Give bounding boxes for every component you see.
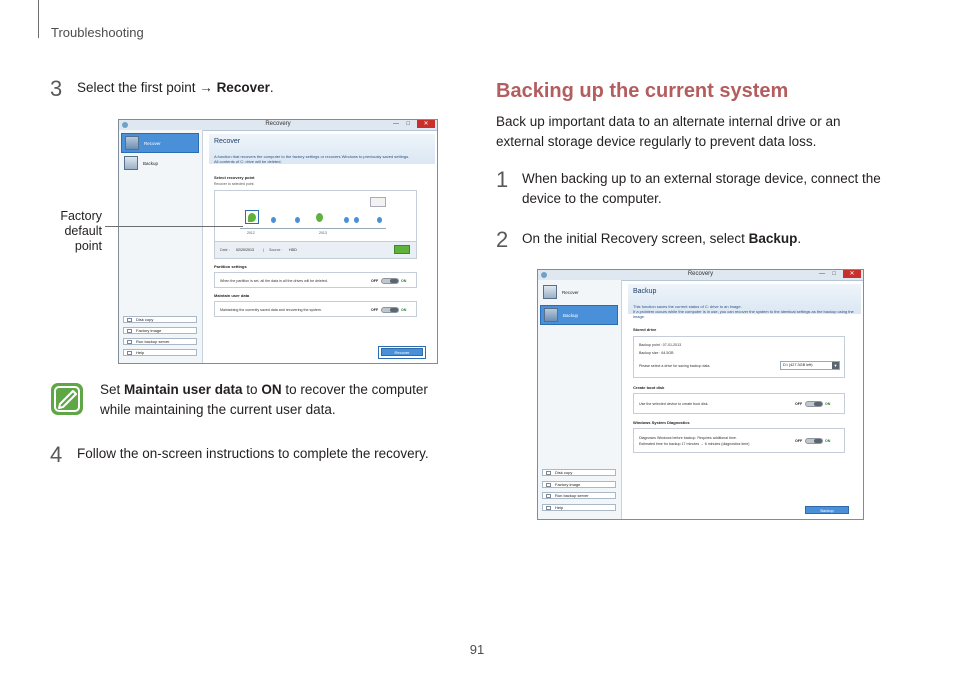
factory-image-button[interactable]: Factory image: [542, 481, 616, 488]
main-title: Recover: [214, 138, 241, 145]
close-icon[interactable]: ✕: [417, 120, 435, 128]
section-stored-drive: Stored drive: [633, 327, 657, 332]
chevron-down-icon[interactable]: ▼: [833, 363, 838, 368]
run-backup-server-button[interactable]: Run backup server: [542, 492, 616, 499]
main-description: [214, 154, 431, 164]
recover-icon: [543, 285, 557, 299]
note-text-bold: ON: [261, 382, 282, 397]
toggle-off-label: OFF: [371, 308, 379, 312]
step-text: Follow the on-screen instructions to complete the recovery.: [77, 446, 429, 461]
boot-disk-text: Use the selected device to create boot disk.: [639, 402, 709, 406]
toggle-switch[interactable]: [805, 401, 823, 407]
backup-button[interactable]: Backup: [805, 506, 849, 514]
sidebar-item-label: Recover: [144, 141, 161, 146]
callout-label: [40, 209, 102, 254]
date-label: Date :: [220, 248, 230, 252]
diagnostics-box: [633, 428, 845, 453]
help-button[interactable]: Help: [123, 349, 197, 356]
section-heading: Backing up the current system: [496, 80, 789, 102]
sidebar-item-recover[interactable]: [540, 283, 618, 303]
minimize-icon[interactable]: —: [819, 271, 825, 277]
sidebar-item-backup[interactable]: [540, 305, 618, 325]
main-title: Backup: [633, 288, 657, 295]
step-text: When backing up to an external storage device, connect the device to the computer.: [522, 171, 881, 206]
toggle-on-label: ON: [401, 308, 407, 312]
desc-line: All contents of C: drive will be deleted.: [214, 159, 282, 164]
point-pin-icon[interactable]: [344, 217, 349, 223]
maintain-text: Maintaining the currently saved data and recovering the system.: [220, 308, 322, 312]
point-pin-icon[interactable]: [316, 213, 323, 222]
toggle-switch[interactable]: [381, 278, 399, 284]
timeline-axis: [240, 228, 386, 229]
note-text-bold: Maintain user data: [124, 382, 243, 397]
point-pin-icon[interactable]: [295, 217, 300, 223]
recover-icon: [125, 136, 139, 150]
window-title: Recovery: [687, 271, 714, 277]
point-pin-icon[interactable]: [354, 217, 359, 223]
timeline-year: 2013: [319, 231, 327, 235]
step-text-part: Select the first point →: [77, 80, 217, 95]
desc-line: A function that recovers the computer to the factory settings or recovers Windows to previously saved settings.: [214, 154, 410, 159]
step-text-bold: Recover: [216, 80, 270, 95]
sidebar-item-label: Backup: [143, 161, 159, 166]
note-text: [100, 380, 445, 420]
toggle-on-label: ON: [825, 439, 831, 443]
desc-line: If a problem occurs while the computer is in use, you can recover the system to the identical settings as the backup using the image.: [633, 309, 854, 319]
sidebar: [119, 130, 203, 363]
step-text-part: On the initial Recovery screen, select: [522, 231, 749, 246]
select-drive-text: Please select a drive for saving backup data.: [639, 364, 711, 368]
callout-line-text: Factory: [60, 209, 102, 223]
step-number: 4: [50, 442, 63, 467]
step-text: [522, 229, 801, 249]
screenshot-recover: [118, 119, 438, 364]
backup-size-text: Backup size : 64.5GB: [639, 351, 674, 355]
point-info-bar: [215, 241, 416, 258]
source-value: HDD: [289, 248, 297, 252]
drive-select[interactable]: [780, 361, 840, 370]
desc-line: This function saves the current status of C: drive to an image.: [633, 304, 742, 309]
note-text-part: to recover the computer while maintaining the current user data.: [100, 382, 428, 417]
step-number: 1: [496, 167, 509, 192]
toggle-on-label: ON: [825, 402, 831, 406]
step-number: 3: [50, 76, 63, 101]
section-select-point: Select recovery point: [214, 175, 255, 180]
section-maintain: Maintain user data: [214, 293, 250, 298]
screenshot-backup: [537, 269, 864, 520]
section-subtitle: Recover to selected point.: [214, 182, 255, 186]
run-backup-server-button[interactable]: Run backup server: [123, 338, 197, 345]
backup-point-text: Backup point : 07-01-2013: [639, 343, 682, 347]
toggle-off-label: OFF: [795, 402, 803, 406]
help-button[interactable]: Help: [542, 504, 616, 511]
factory-image-button[interactable]: Factory image: [123, 327, 197, 334]
note-text-part: Set: [100, 382, 125, 397]
diagnostics-text: Estimated time for backup 17 minutes → 6 minutes (diagnostics time): [639, 442, 750, 446]
recover-button[interactable]: Recover: [381, 348, 423, 356]
recovery-point-timeline: [214, 190, 417, 259]
info-icon[interactable]: [394, 245, 410, 254]
maintain-box: [214, 301, 417, 317]
toggle-on-label: ON: [401, 279, 407, 283]
sidebar-item-recover[interactable]: [121, 133, 199, 153]
toggle-off-label: OFF: [371, 279, 379, 283]
drive-select-value: D:\ (427.3GB left): [783, 363, 813, 367]
step-text-bold: Backup: [748, 231, 798, 246]
boot-disk-box: [633, 393, 845, 414]
main-panel: [203, 130, 437, 363]
section-boot-disk: Create boot disk: [633, 385, 665, 390]
disk-copy-button[interactable]: Disk copy: [123, 316, 197, 323]
source-label: Source :: [269, 248, 283, 252]
header-rule: [38, 0, 39, 38]
note-icon: [51, 383, 83, 415]
section-label: Troubleshooting: [51, 25, 144, 40]
partition-text: When the partition is set, all the data in all the drives will be deleted.: [220, 279, 328, 283]
disk-copy-button[interactable]: Disk copy: [542, 469, 616, 476]
stored-drive-box: [633, 336, 845, 378]
toggle-switch[interactable]: [381, 307, 399, 313]
step-number: 2: [496, 227, 509, 252]
section-diagnostics: Windows System Diagnostics: [633, 420, 690, 425]
timeline-year: 2012: [247, 231, 255, 235]
sidebar-item-backup[interactable]: [121, 154, 199, 174]
sidebar-item-label: Backup: [563, 313, 579, 318]
point-pin-icon[interactable]: [271, 217, 276, 223]
callout-leader-line: [105, 226, 243, 227]
main-panel: [622, 280, 863, 519]
maximize-icon[interactable]: □: [832, 271, 836, 277]
step-text-part: .: [269, 80, 274, 95]
toggle-off-label: OFF: [795, 439, 803, 443]
info-separator: |: [263, 247, 265, 252]
date-value: 02/20/2013: [236, 248, 254, 252]
point-pin-icon[interactable]: [377, 217, 382, 223]
partition-box: [214, 272, 417, 288]
sidebar-item-label: Recover: [562, 290, 579, 295]
page-number: 91: [469, 642, 485, 657]
sidebar: [538, 280, 622, 519]
step-text-part: .: [797, 231, 802, 246]
close-icon[interactable]: ✕: [843, 270, 861, 278]
timeline-zoom-icon[interactable]: [370, 197, 386, 207]
section-partition: Partition settings: [214, 264, 247, 269]
window-title: Recovery: [265, 121, 291, 127]
maximize-icon[interactable]: □: [406, 121, 410, 127]
backup-icon: [124, 156, 138, 170]
callout-line-text: point: [74, 239, 102, 253]
step-text: [77, 78, 274, 98]
toggle-switch[interactable]: [805, 438, 823, 444]
callout-line-text: default: [64, 224, 102, 238]
note-text-part: to: [242, 382, 262, 397]
factory-point-pin-icon[interactable]: [248, 213, 256, 222]
intro-text: Back up important data to an alternate internal drive or an external storage device regularly to prevent data loss.: [496, 114, 841, 149]
minimize-icon[interactable]: —: [393, 121, 399, 127]
diagnostics-text: Diagnoses Windows before backup. Requires additional time.: [639, 436, 737, 440]
main-description: [633, 304, 857, 319]
backup-icon: [544, 308, 558, 322]
